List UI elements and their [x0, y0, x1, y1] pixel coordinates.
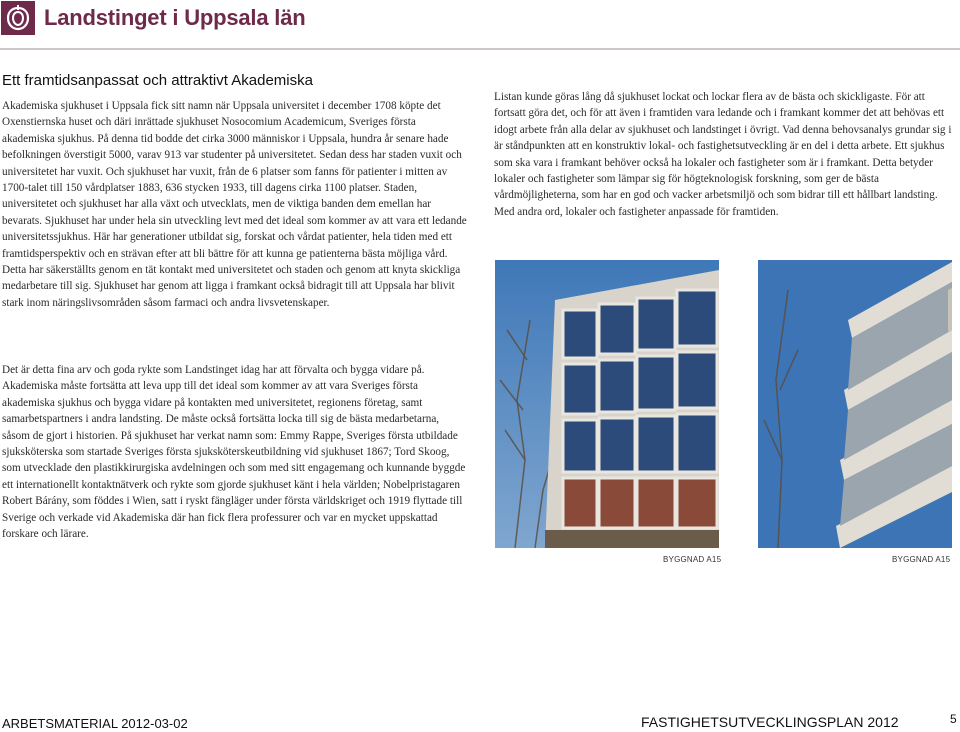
footer-right: FASTIGHETSUTVECKLINGSPLAN 2012 [641, 714, 899, 730]
article-title: Ett framtidsanpassat och attraktivt Akademiska [2, 72, 313, 89]
body-paragraph: Listan kunde göras lång då sjukhuset lockat och lockar flera av de bästa och skickligaste. För att fortsatt göra det, och för att även i framtiden vara ledande och i framkant kommer det att behövas ett idogt arbete från alla delar av sjukhuset och landstinget i övrigt. Vad denna behovsanalys grundar sig i är ståndpunkten att en konstruktiv lokal- och fastighetsutveckling är en del i detta arbete. Ett sjukhus som ska vara i framkant behöver också ha lokaler och fastigheter som är i framkant. Detta betyder lokaler och fastigheter som lämpar sig för högteknologisk forskning, som ger de bästa vårdmöjligheterna, som har en god och vacker arbetsmiljö och som bidrar till ett hållbart landsting. Med andra ord, lokaler och fastigheter anpassade för framtiden. [494, 91, 952, 218]
footer-left: ARBETSMATERIAL 2012-03-02 [2, 716, 188, 731]
org-name: Landstinget i Uppsala län [44, 5, 306, 30]
column-left-top [2, 98, 468, 311]
landsting-logo-icon [1, 1, 35, 35]
column-left-bottom [2, 362, 468, 542]
building-photo-left [495, 260, 719, 548]
building-photo-right [758, 260, 952, 548]
photo-caption-left: BYGGNAD A15 [663, 555, 722, 564]
page-number: 5 [950, 712, 957, 726]
column-right [494, 89, 956, 220]
body-paragraph: Akademiska sjukhuset i Uppsala fick sitt namn när Uppsala universitet i december 1708 köpte det Oxenstiernska huset och däri inrättade sjukhuset Nosocomium Academicum, Sveriges första akademiska sjukhus. På denna tid bodde det cirka 3000 människor i Uppsala, hundra år senare hade befolkningen överstigit 5000, varav 913 var studenter på universitetet. Sedan dess har staden vuxit och universitetet har vuxit. Och sjukhuset har vuxit, från de 6 platser som fanns för patienter i mitten av 1700-talet till 150 vårdplatser 1883, 636 stycken 1933, till dagens cirka 1100 platser. Staden, universitetet och sjukhuset har alla växt och utvecklats, men de viktiga banden dem emellan har bevarats. Sjukhuset har under hela sin utveckling levt med det ideal som kommer av att vara ett ledande universitetssjukhus. Här har generationer utbildat sig, forskat och vårdat patienter, hela tiden med ett framtidsperspektiv och en strävan efter att bli bättre för att kunna ge patienterna bästa möjliga vård. Detta har säkerställts genom en tät kontakt med universitetet och staden och genom att knyta skickliga medarbetare till sig. Sjukhuset har genom att ligga i framkant också bidragit till att Uppsala har blivit stark inom näringslivsområden såsom farmaci och andra livsvetenskaper. [2, 100, 467, 309]
photo-caption-right: BYGGNAD A15 [892, 555, 951, 564]
page-header [0, 0, 960, 42]
header-divider [0, 48, 960, 50]
body-paragraph: Det är detta fina arv och goda rykte som Landstinget idag har att förvalta och bygga vidare på. Akademiska måste fortsätta att leva upp till det ideal som kommer av att vara Sveriges första akademiska sjukhus och bygga vidare på kontakten med universitetet, regionens företag, samt samarbetspartners i andra landsting. De måste också fortsätta locka till sig de bästa medarbetarna, såsom de gjort i historien. På sjukhuset har verkat namn som: Emmy Rappe, Sveriges första utbildade sjuksköterska som startade Sveriges första sjuksköterskeutbildning vid sjukhuset 1867; Tord Skoog, som utvecklade den plastikkirurgiska avdelningen och som med sitt engagemang och kunnande byggde ett internationellt kontaktnätverk och rykte som gjorde sjukhuset känt i hela världen; Nobelpristagaren Robert Bárány, som föddes i Wien, satt i ryskt fängläger under första världskriget och 1919 flyttade till Sverige och verkade vid Akademiska där han fick flera professurer och var en mycket uppskattad forskare och lärare. [2, 364, 466, 541]
